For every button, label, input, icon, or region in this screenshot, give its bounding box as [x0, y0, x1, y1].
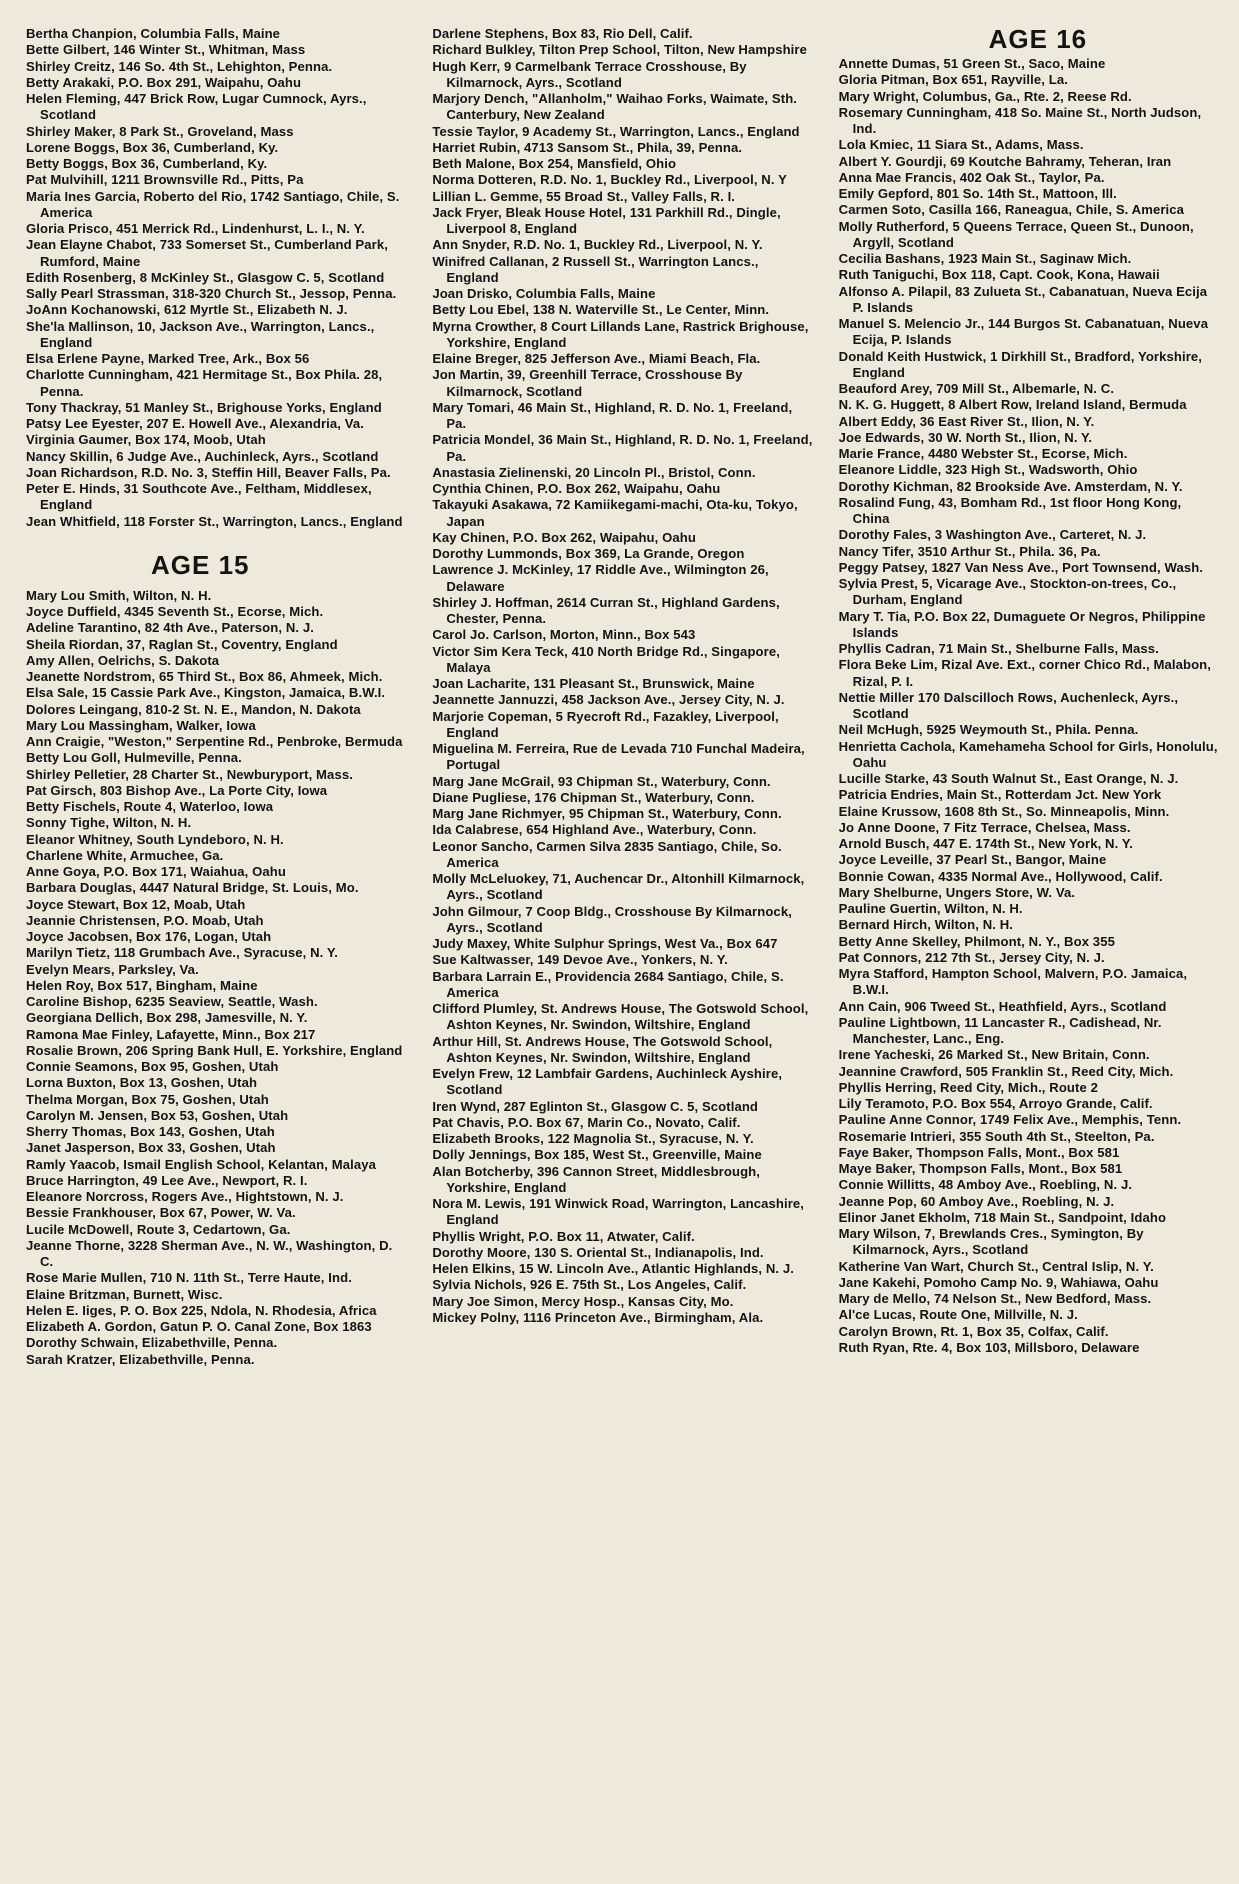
- address-entry: Joyce Leveille, 37 Pearl St., Bangor, Maine: [838, 852, 1107, 868]
- address-entry: Carmen Soto, Casilla 166, Raneagua, Chile, S. America: [838, 202, 1185, 218]
- address-entry: Jean Whitfield, 118 Forster St., Warrington, Lancs., England: [26, 513, 403, 529]
- address-entry: Mary Shelburne, Ungers Store, W. Va.: [838, 884, 1076, 900]
- address-entry: Betty Arakaki, P.O. Box 291, Waipahu, Oahu: [26, 74, 302, 90]
- address-entry: Elinor Janet Ekholm, 718 Main St., Sandpoint, Idaho: [838, 1209, 1167, 1225]
- address-entry: Eleanore Norcross, Rogers Ave., Hightstown, N. J.: [26, 1189, 344, 1204]
- address-entry: Annette Dumas, 51 Green St., Saco, Maine: [838, 56, 1106, 71]
- address-entry: Anna Mae Francis, 402 Oak St., Taylor, Pa.: [838, 169, 1105, 185]
- address-entry: Sherry Thomas, Box 143, Goshen, Utah: [26, 1124, 275, 1139]
- address-entry: Albert Eddy, 36 East River St., Ilion, N. Y.: [838, 413, 1095, 429]
- address-entry: Norma Dotteren, R.D. No. 1, Buckley Rd., Liverpool, N. Y: [432, 172, 787, 188]
- address-entry: Lillian L. Gemme, 55 Broad St., Valley Falls, R. I.: [432, 188, 736, 204]
- address-entry: Sylvia Nichols, 926 E. 75th St., Los Angeles, Calif.: [432, 1277, 747, 1293]
- address-entry: Marjory Dench, "Allanholm," Waihao Forks, Waimate, Sth. Canterbury, New Zealand: [432, 91, 798, 123]
- address-entry: Judy Maxey, White Sulphur Springs, West Va., Box 647: [432, 936, 778, 951]
- address-entry: Manuel S. Melencio Jr., 144 Burgos St. Cabanatuan, Nueva Ecija, P. Islands: [838, 316, 1209, 348]
- address-entry: Donald Keith Hustwick, 1 Dirkhill St., Bradford, Yorkshire, England: [838, 348, 1203, 380]
- address-entry: Helen Roy, Box 517, Bingham, Maine: [26, 977, 258, 993]
- address-entry: Ruth Ryan, Rte. 4, Box 103, Millsboro, Delaware: [838, 1339, 1140, 1355]
- address-entry: Jeannine Crawford, 505 Franklin St., Reed City, Mich.: [838, 1063, 1174, 1079]
- address-entry: Edith Rosenberg, 8 McKinley St., Glasgow C. 5, Scotland: [26, 269, 385, 285]
- address-entry: Diane Pugliese, 176 Chipman St., Waterbury, Conn.: [432, 789, 755, 805]
- address-entry: Mary Wilson, 7, Brewlands Cres., Symington, By Kilmarnock, Ayrs., Scotland: [838, 1226, 1144, 1258]
- address-entry: Bessie Frankhouser, Box 67, Power, W. Va.: [26, 1205, 296, 1221]
- address-entry: Caroline Bishop, 6235 Seaview, Seattle, Wash.: [26, 994, 318, 1009]
- address-entry: Elaine Krussow, 1608 8th St., So. Minneapolis, Minn.: [838, 803, 1170, 819]
- address-entry: Rosalie Brown, 206 Spring Bank Hull, E. Yorkshire, England: [26, 1042, 403, 1058]
- address-entry: Gloria Pitman, Box 651, Rayville, La.: [838, 72, 1068, 88]
- address-entry: Marjorie Copeman, 5 Ryecroft Rd., Fazakley, Liverpool, England: [432, 708, 779, 740]
- address-entry: Connie Willitts, 48 Amboy Ave., Roebling, N. J.: [838, 1177, 1133, 1193]
- address-entry: Sally Pearl Strassman, 318-320 Church St., Jessop, Penna.: [26, 286, 397, 301]
- address-entry: Clifford Plumley, St. Andrews House, The Gotswold School, Ashton Keynes, Nr. Swindon, Wiltshire, England: [432, 1001, 809, 1033]
- address-entry: Pat Chavis, P.O. Box 67, Marin Co., Novato, Calif.: [432, 1114, 741, 1130]
- address-entry: Marg Jane Richmyer, 95 Chipman St., Waterbury, Conn.: [432, 806, 782, 821]
- address-entry: Rosemary Cunningham, 418 So. Maine St., North Judson, Ind.: [838, 104, 1202, 136]
- address-entry: Adeline Tarantino, 82 4th Ave., Paterson, N. J.: [26, 620, 314, 636]
- address-entry: Joan Lacharite, 131 Pleasant St., Brunswick, Maine: [432, 676, 755, 691]
- address-entry: Evelyn Frew, 12 Lambfair Gardens, Auchinleck Ayshire, Scotland: [432, 1066, 783, 1098]
- address-entry: Molly McLeluokey, 71, Auchencar Dr., Altonhill Kilmarnock, Ayrs., Scotland: [432, 871, 805, 903]
- address-entry: Elaine Breger, 825 Jefferson Ave., Miami Beach, Fla.: [432, 351, 761, 366]
- address-entry: Carolyn Brown, Rt. 1, Box 35, Colfax, Calif.: [838, 1323, 1109, 1339]
- column-right: [839, 26, 1219, 1874]
- address-entry: Flora Beke Lim, Rizal Ave. Ext., corner Chico Rd., Malabon, Rizal, P. I.: [838, 657, 1212, 689]
- address-entry: Molly Rutherford, 5 Queens Terrace, Queen St., Dunoon, Argyll, Scotland: [838, 218, 1194, 250]
- address-entry: Sheila Riordan, 37, Raglan St., Coventry, England: [26, 636, 338, 652]
- address-entry: Cynthia Chinen, P.O. Box 262, Waipahu, Oahu: [432, 481, 721, 496]
- address-entry: Elsa Erlene Payne, Marked Tree, Ark., Box 56: [26, 351, 310, 366]
- address-entry: Irene Yacheski, 26 Marked St., New Britain, Conn.: [838, 1047, 1150, 1063]
- address-entry: Sonny Tighe, Wilton, N. H.: [26, 815, 192, 831]
- address-entry: N. K. G. Huggett, 8 Albert Row, Ireland Island, Bermuda: [838, 397, 1187, 413]
- address-entry: Betty Boggs, Box 36, Cumberland, Ky.: [26, 156, 268, 171]
- address-entry: Maria Ines Garcia, Roberto del Rio, 1742 Santiago, Chile, S. America: [26, 188, 400, 220]
- address-entry: Mary Lou Massingham, Walker, Iowa: [26, 717, 256, 733]
- address-entry: Bruce Harrington, 49 Lee Ave., Newport, R. I.: [26, 1172, 308, 1188]
- address-entry: Joan Drisko, Columbia Falls, Maine: [432, 286, 656, 301]
- address-entry: Patsy Lee Eyester, 207 E. Howell Ave., Alexandria, Va.: [26, 416, 365, 431]
- address-entry: Jeannette Jannuzzi, 458 Jackson Ave., Jersey City, N. J.: [432, 692, 785, 708]
- address-entry: Pauline Lightbown, 11 Lancaster R., Cadishead, Nr. Manchester, Lanc., Eng.: [838, 1014, 1162, 1046]
- address-entry: Rosemarie Intrieri, 355 South 4th St., Steelton, Pa.: [838, 1128, 1155, 1144]
- address-entry: Takayuki Asakawa, 72 Kamiikegami-machi, Ota-ku, Tokyo, Japan: [432, 497, 798, 529]
- address-entry: Nettie Miller 170 Dalscilloch Rows, Auchenleck, Ayrs., Scotland: [838, 689, 1179, 721]
- address-entry: Dolores Leingang, 810-2 St. N. E., Mandon, N. Dakota: [26, 701, 361, 717]
- address-entry: Nancy Tifer, 3510 Arthur St., Phila. 36, Pa.: [838, 543, 1101, 559]
- address-entry: Jean Elayne Chabot, 733 Somerset St., Cumberland Park, Rumford, Maine: [26, 237, 388, 269]
- address-entry: Dorothy Kichman, 82 Brookside Ave. Amsterdam, N. Y.: [838, 478, 1183, 494]
- address-entry: Darlene Stephens, Box 83, Rio Dell, Calif.: [432, 26, 693, 41]
- address-entry: Rosalind Fung, 43, Bomham Rd., 1st floor Hong Kong, China: [838, 494, 1182, 526]
- address-entry: Phyllis Cadran, 71 Main St., Shelburne Falls, Mass.: [838, 641, 1159, 656]
- address-entry: Lily Teramoto, P.O. Box 554, Arroyo Grande, Calif.: [838, 1096, 1153, 1111]
- address-entry: Bernard Hirch, Wilton, N. H.: [838, 917, 1014, 933]
- address-entry: Joyce Jacobsen, Box 176, Logan, Utah: [26, 929, 272, 944]
- address-entry: Dolly Jennings, Box 185, West St., Greenville, Maine: [432, 1147, 762, 1163]
- address-entry: Lucile McDowell, Route 3, Cedartown, Ga.: [26, 1221, 291, 1237]
- address-entry: Elizabeth Brooks, 122 Magnolia St., Syracuse, N. Y.: [432, 1131, 754, 1146]
- address-entry: Mary Joe Simon, Mercy Hosp., Kansas City, Mo.: [432, 1293, 734, 1309]
- address-entry: Alfonso A. Pilapil, 83 Zulueta St., Cabanatuan, Nueva Ecija P. Islands: [838, 283, 1208, 315]
- address-entry: John Gilmour, 7 Coop Bldg., Crosshouse By Kilmarnock, Ayrs., Scotland: [432, 903, 792, 935]
- address-entry: Leonor Sancho, Carmen Silva 2835 Santiago, Chile, So. America: [432, 838, 782, 870]
- address-entry: Joe Edwards, 30 W. North St., Ilion, N. Y.: [838, 429, 1093, 445]
- address-entry: Dorothy Lummonds, Box 369, La Grande, Oregon: [432, 546, 745, 561]
- address-entry: Iren Wynd, 287 Eglinton St., Glasgow C. 5, Scotland: [432, 1098, 759, 1114]
- address-entry: Tony Thackray, 51 Manley St., Brighouse Yorks, England: [26, 399, 382, 415]
- address-entry: Faye Baker, Thompson Falls, Mont., Box 581: [838, 1144, 1120, 1160]
- address-entry: Jeanne Thorne, 3228 Sherman Ave., N. W., Washington, D. C.: [26, 1237, 393, 1269]
- address-entry: Sylvia Prest, 5, Vicarage Ave., Stockton-on-trees, Co., Durham, England: [838, 576, 1177, 608]
- address-entry: Nancy Skillin, 6 Judge Ave., Auchinleck, Ayrs., Scotland: [26, 448, 379, 464]
- address-entry: Mickey Polny, 1116 Princeton Ave., Birmingham, Ala.: [432, 1309, 764, 1325]
- address-entry: Marg Jane McGrail, 93 Chipman St., Waterbury, Conn.: [432, 773, 771, 789]
- address-entry: Myrna Crowther, 8 Court Lillands Lane, Rastrick Brighouse, Yorkshire, England: [432, 318, 809, 350]
- address-entry: Betty Lou Ebel, 138 N. Waterville St., Le Center, Minn.: [432, 302, 770, 318]
- address-entry: Pauline Guertin, Wilton, N. H.: [838, 901, 1023, 916]
- address-entry: Helen E. Iiges, P. O. Box 225, Ndola, N. Rhodesia, Africa: [26, 1302, 377, 1318]
- address-entry: Ramly Yaacob, Ismail English School, Kelantan, Malaya: [26, 1156, 376, 1172]
- address-entry: Neil McHugh, 5925 Weymouth St., Phila. Penna.: [838, 722, 1139, 738]
- address-entry: Peter E. Hinds, 31 Southcote Ave., Feltham, Middlesex, England: [26, 481, 372, 513]
- address-entry: Joyce Duffield, 4345 Seventh St., Ecorse, Mich.: [26, 604, 324, 619]
- address-entry: Dorothy Fales, 3 Washington Ave., Carteret, N. J.: [838, 527, 1147, 543]
- address-entry: Carol Jo. Carlson, Morton, Minn., Box 543: [432, 627, 696, 643]
- address-entry: Mary de Mello, 74 Nelson St., New Bedford, Mass.: [838, 1291, 1152, 1306]
- address-entry: Pat Mulvihill, 1211 Brownsville Rd., Pitts, Pa: [26, 172, 304, 188]
- address-entry: Dorothy Schwain, Elizabethville, Penna.: [26, 1335, 278, 1351]
- address-entry: Maye Baker, Thompson Falls, Mont., Box 581: [838, 1161, 1123, 1176]
- address-entry: Carolyn M. Jensen, Box 53, Goshen, Utah: [26, 1107, 289, 1123]
- address-entry: Joyce Stewart, Box 12, Moab, Utah: [26, 896, 246, 912]
- address-entry: Lola Kmiec, 11 Siara St., Adams, Mass.: [838, 137, 1084, 153]
- address-entry: Marilyn Tietz, 118 Grumbach Ave., Syracuse, N. Y.: [26, 945, 339, 961]
- address-entry: Pat Girsch, 803 Bishop Ave., La Porte City, Iowa: [26, 782, 328, 798]
- address-entry: Rose Marie Mullen, 710 N. 11th St., Terre Haute, Ind.: [26, 1270, 352, 1286]
- address-entry: Arthur Hill, St. Andrews House, The Gotswold School, Ashton Keynes, Nr. Swindon, Wiltshire, England: [432, 1033, 773, 1065]
- age-heading: AGE 16: [988, 24, 1088, 54]
- address-entry: Joan Richardson, R.D. No. 3, Steffin Hill, Beaver Falls, Pa.: [26, 464, 391, 480]
- address-entry: Bonnie Cowan, 4335 Normal Ave., Hollywood, Calif.: [838, 868, 1163, 884]
- address-entry: She'la Mallinson, 10, Jackson Ave., Warrington, Lancs., England: [26, 318, 375, 350]
- address-entry: Betty Anne Skelley, Philmont, N. Y., Box 355: [838, 933, 1115, 949]
- address-entry: Lorene Boggs, Box 36, Cumberland, Ky.: [26, 139, 279, 155]
- address-entry: Lucille Starke, 43 South Walnut St., East Orange, N. J.: [838, 771, 1179, 786]
- address-entry: Marie France, 4480 Webster St., Ecorse, Mich.: [838, 446, 1128, 461]
- address-entry: Bertha Chanpion, Columbia Falls, Maine: [26, 26, 281, 41]
- address-entry: Shirley Maker, 8 Park St., Groveland, Mass: [26, 123, 294, 139]
- address-entry: Phyllis Herring, Reed City, Mich., Route 2: [838, 1079, 1098, 1095]
- address-entry: Jeannie Christensen, P.O. Moab, Utah: [26, 912, 264, 928]
- age-heading: AGE 15: [151, 549, 250, 580]
- address-entry: Barbara Larrain E., Providencia 2684 Santiago, Chile, S. America: [432, 968, 784, 1000]
- column-middle: [432, 26, 812, 1874]
- address-entry: Kay Chinen, P.O. Box 262, Waipahu, Oahu: [432, 529, 696, 545]
- address-entry: Victor Sim Kera Teck, 410 North Bridge Rd., Singapore, Malaya: [432, 643, 780, 675]
- address-entry: Arnold Busch, 447 E. 174th St., New York, N. Y.: [838, 836, 1133, 851]
- address-entry: Evelyn Mears, Parksley, Va.: [26, 961, 199, 977]
- address-entry: Betty Fischels, Route 4, Waterloo, Iowa: [26, 799, 274, 814]
- address-entry: Patricia Endries, Main St., Rotterdam Jct. New York: [838, 787, 1162, 803]
- address-entry: Mary Wright, Columbus, Ga., Rte. 2, Reese Rd.: [838, 88, 1132, 104]
- address-entry: Elsa Sale, 15 Cassie Park Ave., Kingston, Jamaica, B.W.I.: [26, 685, 386, 701]
- address-entry: Albert Y. Gourdji, 69 Koutche Bahramy, Teheran, Iran: [838, 153, 1172, 169]
- address-entry: Charlotte Cunningham, 421 Hermitage St., Box Phila. 28, Penna.: [26, 367, 383, 399]
- address-entry: Jo Anne Doone, 7 Fitz Terrace, Chelsea, Mass.: [838, 819, 1131, 835]
- address-entry: Beauford Arey, 709 Mill St., Albemarle, N. C.: [838, 381, 1115, 396]
- address-entry: Cecilia Bashans, 1923 Main St., Saginaw Mich.: [838, 251, 1132, 266]
- address-entry: Eleanore Liddle, 323 High St., Wadsworth, Ohio: [838, 462, 1138, 478]
- address-entry: Richard Bulkley, Tilton Prep School, Tilton, New Hampshire: [432, 42, 808, 58]
- address-entry: JoAnn Kochanowski, 612 Myrtle St., Elizabeth N. J.: [26, 302, 348, 318]
- address-entry: Mary T. Tia, P.O. Box 22, Dumaguete Or Negros, Philippine Islands: [838, 608, 1206, 640]
- address-entry: Miguelina M. Ferreira, Rue de Levada 710 Funchal Madeira, Portugal: [432, 741, 805, 773]
- address-entry: Mary Tomari, 46 Main St., Highland, R. D. No. 1, Freeland, Pa.: [432, 399, 793, 431]
- address-entry: Bette Gilbert, 146 Winter St., Whitman, Mass: [26, 42, 306, 58]
- address-entry: Ida Calabrese, 654 Highland Ave., Waterbury, Conn.: [432, 822, 757, 838]
- address-entry: Charlene White, Armuchee, Ga.: [26, 847, 224, 863]
- address-entry: Helen Fleming, 447 Brick Row, Lugar Cumnock, Ayrs., Scotland: [26, 91, 367, 123]
- address-entry: Elaine Britzman, Burnett, Wisc.: [26, 1286, 223, 1302]
- address-entry: Pat Connors, 212 7th St., Jersey City, N. J.: [838, 949, 1105, 965]
- address-entry: Eleanor Whitney, South Lyndeboro, N. H.: [26, 831, 284, 847]
- address-entry: Al'ce Lucas, Route One, Millville, N. J.: [838, 1307, 1078, 1323]
- address-entry: Lorna Buxton, Box 13, Goshen, Utah: [26, 1075, 258, 1091]
- address-entry: Jon Martin, 39, Greenhill Terrace, Crosshouse By Kilmarnock, Scotland: [432, 367, 743, 399]
- address-entry: Lawrence J. McKinley, 17 Riddle Ave., Wilmington 26, Delaware: [432, 562, 769, 594]
- address-entry: Elizabeth A. Gordon, Gatun P. O. Canal Zone, Box 1863: [26, 1319, 372, 1334]
- address-entry: Jeanne Pop, 60 Amboy Ave., Roebling, N. J.: [838, 1193, 1115, 1209]
- address-entry: Henrietta Cachola, Kamehameha School for Girls, Honolulu, Oahu: [838, 738, 1218, 770]
- address-entry: Pauline Anne Connor, 1749 Felix Ave., Memphis, Tenn.: [838, 1112, 1182, 1128]
- address-entry: Barbara Douglas, 4447 Natural Bridge, St. Louis, Mo.: [26, 880, 359, 896]
- address-entry: Janet Jasperson, Box 33, Goshen, Utah: [26, 1140, 276, 1156]
- address-entry: Sarah Kratzer, Elizabethville, Penna.: [26, 1351, 255, 1367]
- address-entry: Patricia Mondel, 36 Main St., Highland, R. D. No. 1, Freeland, Pa.: [432, 432, 813, 464]
- address-entry: Katherine Van Wart, Church St., Central Islip, N. Y.: [838, 1258, 1154, 1274]
- address-entry: Jane Kakehi, Pomoho Camp No. 9, Wahiawa, Oahu: [838, 1274, 1159, 1290]
- address-entry: Hugh Kerr, 9 Carmelbank Terrace Crosshouse, By Kilmarnock, Ayrs., Scotland: [432, 58, 747, 90]
- address-entry: Virginia Gaumer, Box 174, Moob, Utah: [26, 432, 266, 448]
- address-entry: Phyllis Wright, P.O. Box 11, Atwater, Calif.: [432, 1228, 695, 1244]
- address-entry: Peggy Patsey, 1827 Van Ness Ave., Port Townsend, Wash.: [838, 559, 1204, 575]
- address-entry: Shirley Pelletier, 28 Charter St., Newburyport, Mass.: [26, 766, 353, 782]
- address-entry: Gloria Prisco, 451 Merrick Rd., Lindenhurst, L. I., N. Y.: [26, 221, 365, 236]
- address-entry: Winifred Callanan, 2 Russell St., Warrington Lancs., England: [432, 253, 759, 285]
- address-entry: Ann Craigie, "Weston," Serpentine Rd., Penbroke, Bermuda: [26, 734, 403, 749]
- address-entry: Ann Cain, 906 Tweed St., Heathfield, Ayrs., Scotland: [838, 998, 1167, 1014]
- address-entry: Betty Lou Goll, Hulmeville, Penna.: [26, 750, 242, 766]
- address-entry: Thelma Morgan, Box 75, Goshen, Utah: [26, 1091, 269, 1107]
- address-entry: Dorothy Moore, 130 S. Oriental St., Indianapolis, Ind.: [432, 1244, 764, 1260]
- address-entry: Anastasia Zielinenski, 20 Lincoln Pl., Bristol, Conn.: [432, 464, 756, 480]
- address-entry: Amy Allen, Oelrichs, S. Dakota: [26, 652, 220, 668]
- address-entry: Mary Lou Smith, Wilton, N. H.: [26, 587, 212, 603]
- address-entry: Ann Snyder, R.D. No. 1, Buckley Rd., Liverpool, N. Y.: [432, 237, 763, 253]
- address-entry: Alan Botcherby, 396 Cannon Street, Middlesbrough, Yorkshire, England: [432, 1163, 761, 1195]
- address-entry: Nora M. Lewis, 191 Winwick Road, Warrington, Lancashire, England: [432, 1196, 805, 1228]
- address-entry: Shirley Creitz, 146 So. 4th St., Lehighton, Penna.: [26, 58, 333, 74]
- address-entry: Emily Gepford, 801 So. 14th St., Mattoon, Ill.: [838, 186, 1117, 201]
- address-entry: Sue Kaltwasser, 149 Devoe Ave., Yonkers, N. Y.: [432, 952, 728, 968]
- address-entry: Helen Elkins, 15 W. Lincoln Ave., Atlantic Highlands, N. J.: [432, 1261, 795, 1276]
- address-entry: Ruth Taniguchi, Box 118, Capt. Cook, Kona, Hawaii: [838, 267, 1160, 283]
- address-entry: Myra Stafford, Hampton School, Malvern, P.O. Jamaica, B.W.I.: [838, 966, 1188, 998]
- address-entry: Harriet Rubin, 4713 Sansom St., Phila, 39, Penna.: [432, 139, 743, 155]
- address-entry: Jack Fryer, Bleak House Hotel, 131 Parkhill Rd., Dingle, Liverpool 8, England: [432, 204, 781, 236]
- address-entry: Georgiana Dellich, Box 298, Jamesville, N. Y.: [26, 1010, 308, 1026]
- address-entry: Beth Malone, Box 254, Mansfield, Ohio: [432, 156, 677, 171]
- column-left: [26, 26, 406, 1874]
- address-entry: Shirley J. Hoffman, 2614 Curran St., Highland Gardens, Chester, Penna.: [432, 594, 780, 626]
- address-entry: Jeanette Nordstrom, 65 Third St., Box 86, Ahmeek, Mich.: [26, 669, 383, 684]
- address-entry: Anne Goya, P.O. Box 171, Waiahua, Oahu: [26, 864, 286, 879]
- address-entry: Tessie Taylor, 9 Academy St., Warrington, Lancs., England: [432, 123, 800, 139]
- address-entry: Ramona Mae Finley, Lafayette, Minn., Box 217: [26, 1026, 316, 1042]
- address-entry: Connie Seamons, Box 95, Goshen, Utah: [26, 1059, 279, 1074]
